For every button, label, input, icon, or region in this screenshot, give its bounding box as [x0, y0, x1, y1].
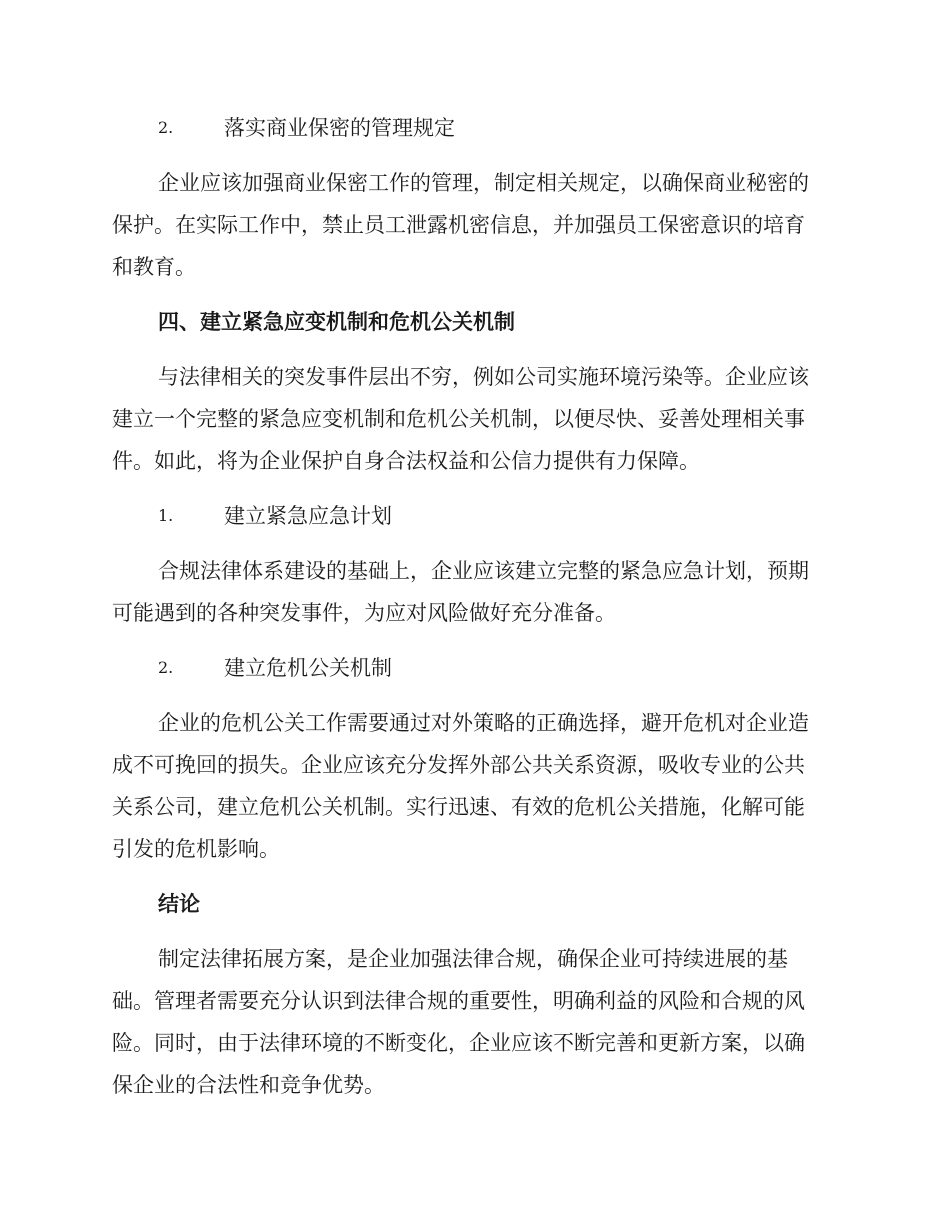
paragraph-secrecy	[112, 162, 838, 288]
item-number: 1.	[158, 506, 174, 525]
paragraph-line: 可能遇到的各种突发事件，为应对风险做好充分准备。	[112, 601, 616, 625]
paragraph-line: 引发的危机影响。	[112, 837, 280, 861]
item-title: 建立危机公关机制	[224, 656, 392, 680]
paragraph-line: 企业的危机公关工作需要通过对外策略的正确选择，避开危机对企业造	[158, 711, 809, 735]
paragraph-line: 保护。在实际工作中，禁止员工泄露机密信息，并加强员工保密意识的培育	[112, 213, 805, 237]
section-heading-emergency: 四、建立紧急应变机制和危机公关机制	[158, 309, 515, 334]
paragraph-line: 建立一个完整的紧急应变机制和危机公关机制，以便尽快、妥善处理相关事	[112, 407, 805, 431]
paragraph-line: 关系公司，建立危机公关机制。实行迅速、有效的危机公关措施，化解可能	[112, 795, 805, 819]
item-number: 2.	[158, 118, 174, 137]
paragraph-line: 与法律相关的突发事件层出不穷，例如公司实施环境污染等。企业应该	[158, 365, 809, 389]
paragraph-line: 和教育。	[112, 255, 196, 279]
paragraph-line: 制定法律拓展方案，是企业加强法律合规，确保企业可持续进展的基	[158, 947, 788, 971]
paragraph-line: 成不可挽回的损失。企业应该充分发挥外部公共关系资源，吸收专业的公共	[112, 753, 805, 777]
paragraph-line: 保企业的合法性和竞争优势。	[112, 1073, 385, 1097]
paragraph-emergency-plan	[112, 550, 838, 634]
numbered-item-crisis-pr	[112, 647, 838, 689]
numbered-item-commercial-secrecy	[112, 107, 838, 149]
paragraph-crisis-pr	[112, 702, 838, 870]
paragraph-emergency-intro	[112, 356, 838, 482]
numbered-item-emergency-plan	[112, 495, 838, 537]
item-title: 建立紧急应急计划	[224, 504, 392, 528]
paragraph-line: 合规法律体系建设的基础上，企业应该建立完整的紧急应急计划，预期	[158, 559, 809, 583]
paragraph-line: 础。管理者需要充分认识到法律合规的重要性，明确利益的风险和合规的风	[112, 989, 805, 1013]
paragraph-line: 件。如此，将为企业保护自身合法权益和公信力提供有力保障。	[112, 449, 700, 473]
item-number: 2.	[158, 658, 174, 677]
item-title: 落实商业保密的管理规定	[224, 116, 455, 140]
section-heading-conclusion: 结论	[158, 891, 200, 916]
paragraph-conclusion	[112, 938, 838, 1106]
paragraph-line: 企业应该加强商业保密工作的管理，制定相关规定，以确保商业秘密的	[158, 171, 809, 195]
paragraph-line: 险。同时，由于法律环境的不断变化，企业应该不断完善和更新方案，以确	[112, 1031, 805, 1055]
